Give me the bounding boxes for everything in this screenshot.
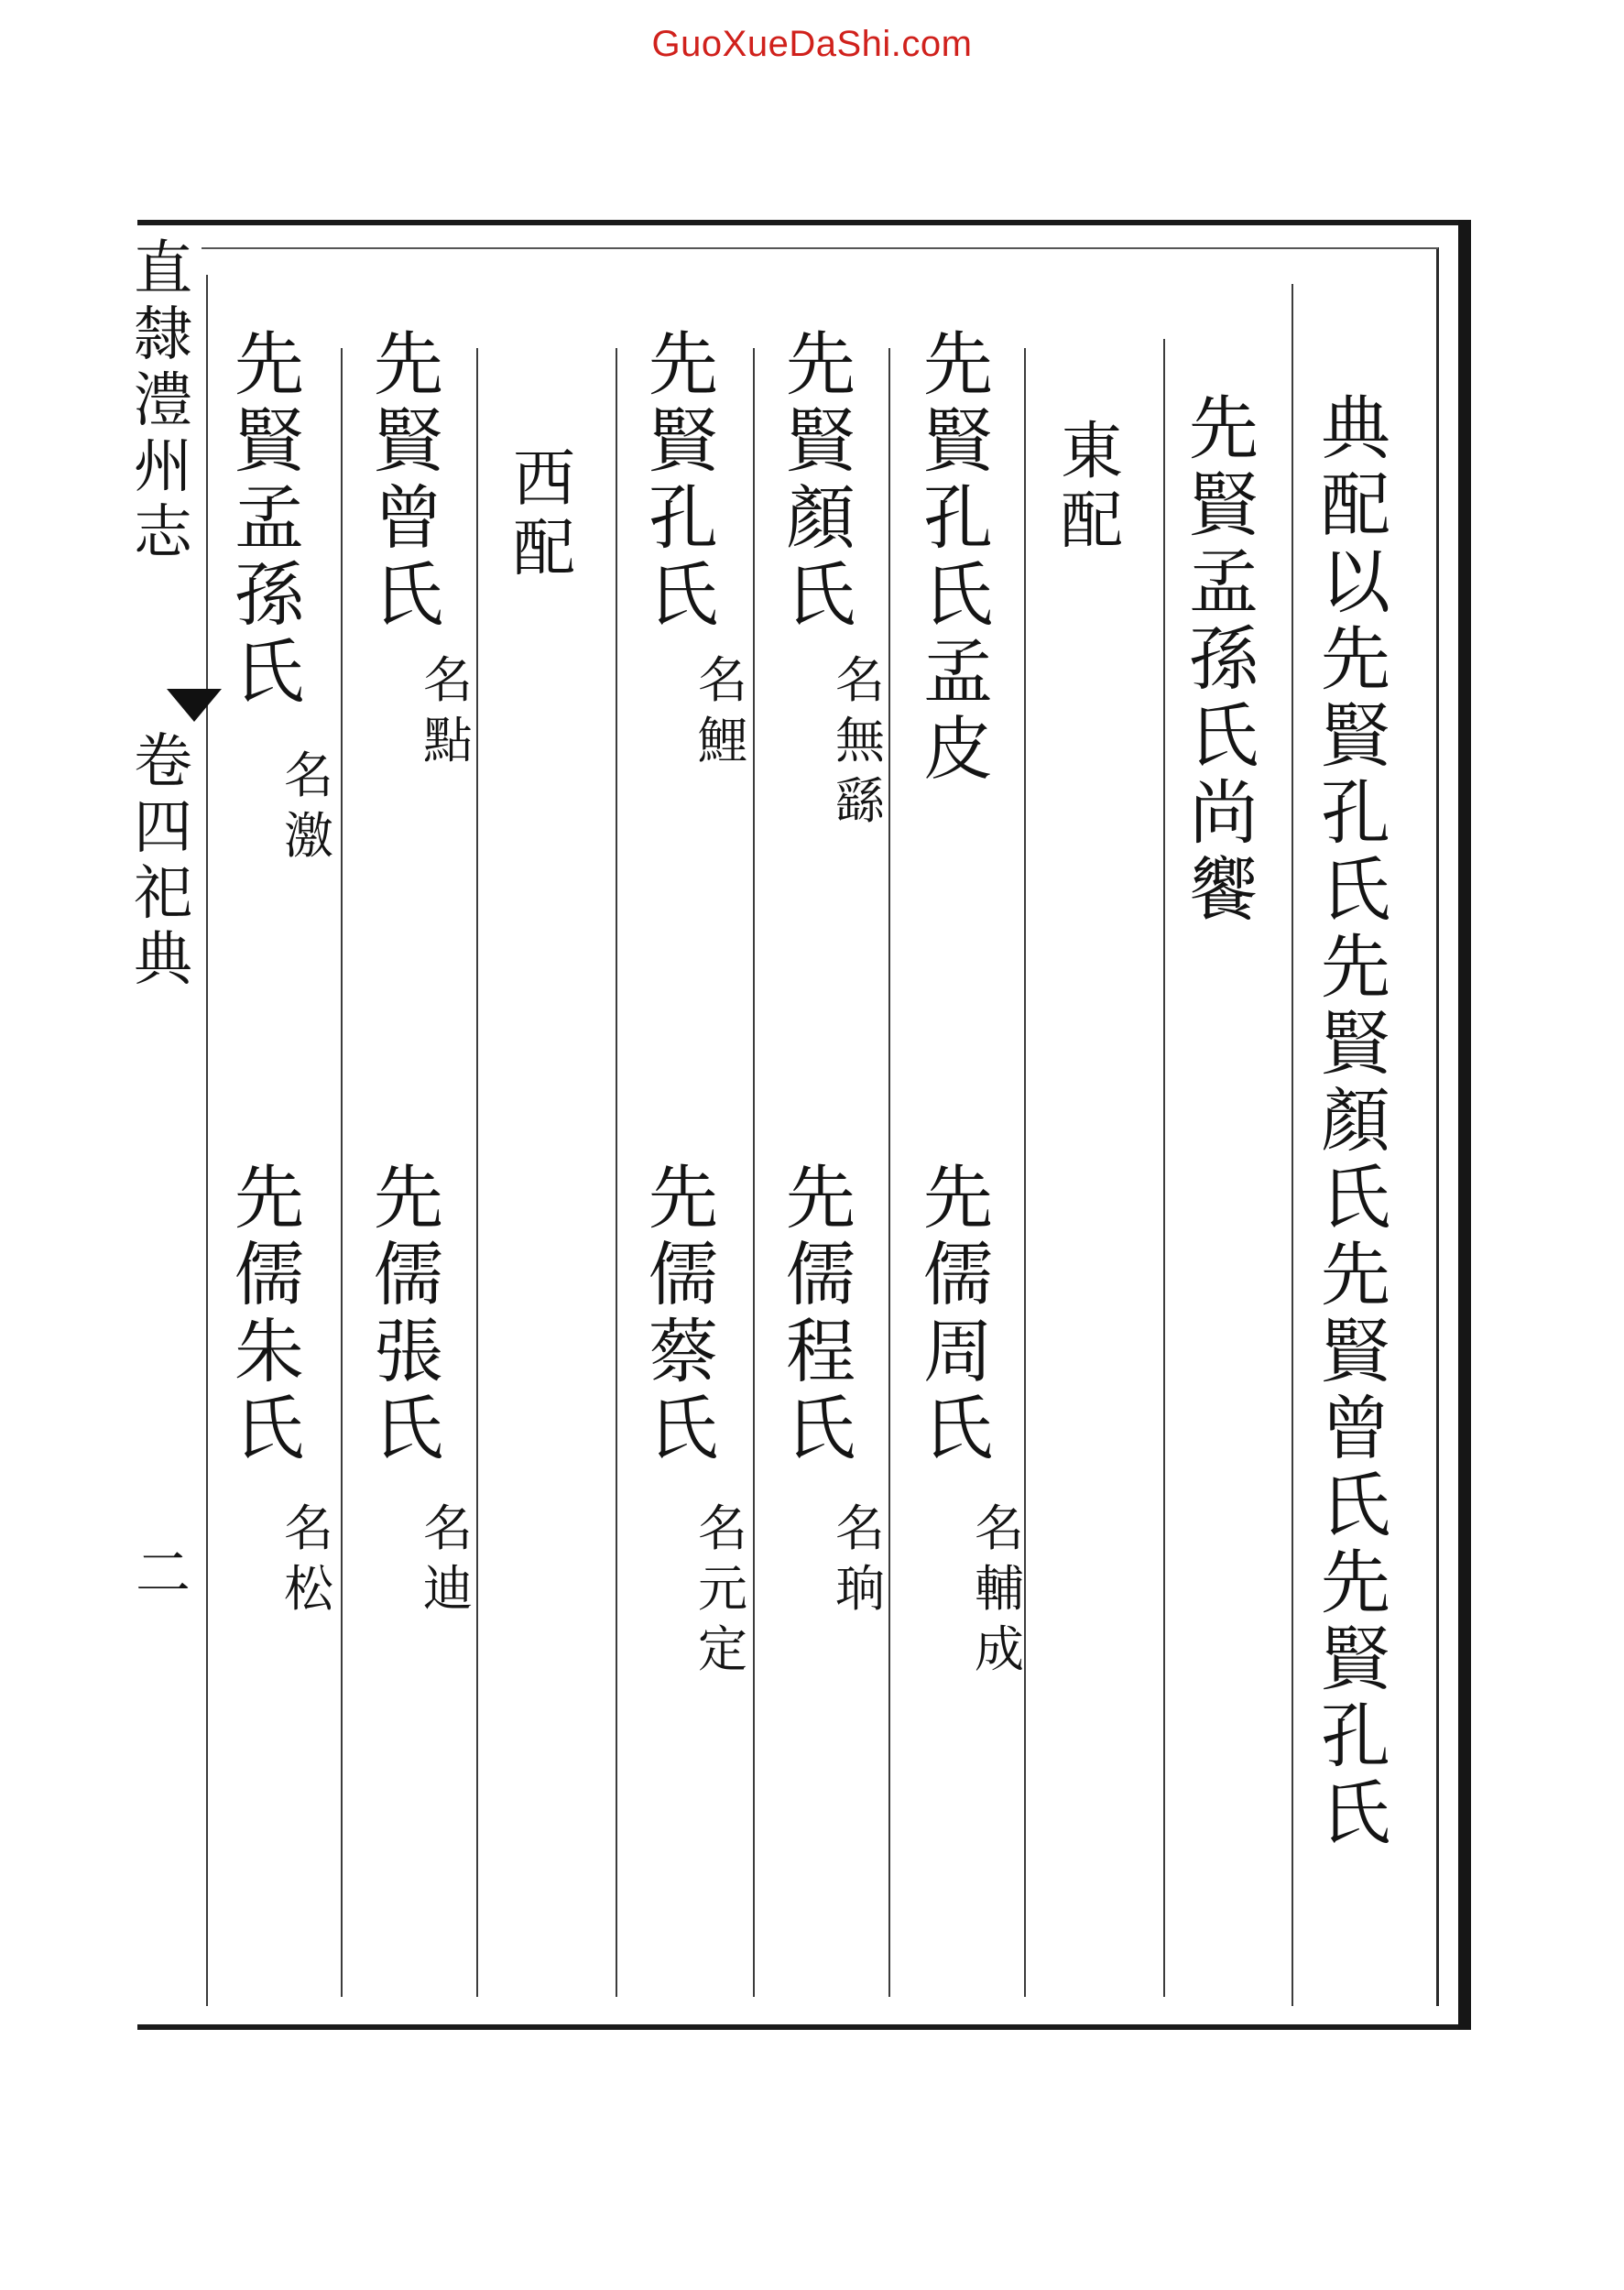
column-rule xyxy=(206,275,208,2006)
margin-title: 直 隸 澧 州 志 xyxy=(134,235,192,567)
column-rule xyxy=(753,348,755,1997)
column-6-top-note: 名 鯉 xyxy=(698,651,747,769)
column-9-bottom-text: 先 儒 朱 氏 xyxy=(234,1157,304,1469)
column-8-bottom-note: 名 迪 xyxy=(423,1499,473,1618)
column-6-top-text: 先 賢 孔 氏 xyxy=(649,323,718,636)
column-5-top-note: 名 無 繇 xyxy=(835,651,885,830)
column-6-bottom-text: 先 儒 蔡 氏 xyxy=(649,1157,718,1469)
column-8-top-note: 名 點 xyxy=(423,651,473,769)
column-rule xyxy=(1024,348,1026,1997)
column-1-text: 典 配 以 先 賢 孔 氏 先 賢 顏 氏 先 賢 曾 氏 先 賢 孔 氏 xyxy=(1321,387,1390,1854)
frame-right-border xyxy=(1458,220,1471,2030)
column-rule xyxy=(616,348,617,1997)
column-9-bottom-note: 名 松 xyxy=(284,1499,333,1618)
margin-section: 卷 四 祀 典 xyxy=(134,728,192,994)
column-9-top-text: 先 賢 孟 孫 氏 xyxy=(234,323,304,713)
column-2-text: 先 賢 孟 孫 氏 尚 饗 xyxy=(1189,387,1259,931)
frame-inner-right-line xyxy=(1436,247,1439,2006)
column-rule xyxy=(1292,284,1293,2006)
column-4-bottom-note: 名 輔 成 xyxy=(975,1499,1024,1678)
column-5-top-text: 先 賢 顏 氏 xyxy=(786,323,856,636)
column-rule xyxy=(476,348,478,1997)
column-rule xyxy=(888,348,890,1997)
frame-inner-top-line xyxy=(202,247,1438,249)
page-number: 二 xyxy=(136,1542,191,1606)
column-4-top-text: 先 賢 孔 氏 孟 皮 xyxy=(923,323,993,790)
watermark: GuoXueDaShi.com xyxy=(651,24,973,64)
frame-top-border xyxy=(137,220,1467,225)
column-5-bottom-note: 名 珦 xyxy=(835,1499,885,1618)
column-4-bottom-text: 先 儒 周 氏 xyxy=(923,1157,993,1469)
column-7-heading: 西 配 xyxy=(513,443,576,585)
column-6-bottom-note: 名 元 定 xyxy=(698,1499,747,1678)
column-3-heading: 東 配 xyxy=(1061,416,1124,558)
column-rule xyxy=(1163,339,1165,1997)
column-8-top-text: 先 賢 曾 氏 xyxy=(374,323,443,636)
column-9-top-note: 名 激 xyxy=(284,747,333,865)
fishtail-mark xyxy=(167,689,222,722)
column-5-bottom-text: 先 儒 程 氏 xyxy=(786,1157,856,1469)
column-8-bottom-text: 先 儒 張 氏 xyxy=(374,1157,443,1469)
frame-bottom-border xyxy=(137,2024,1467,2030)
column-rule xyxy=(341,348,343,1997)
